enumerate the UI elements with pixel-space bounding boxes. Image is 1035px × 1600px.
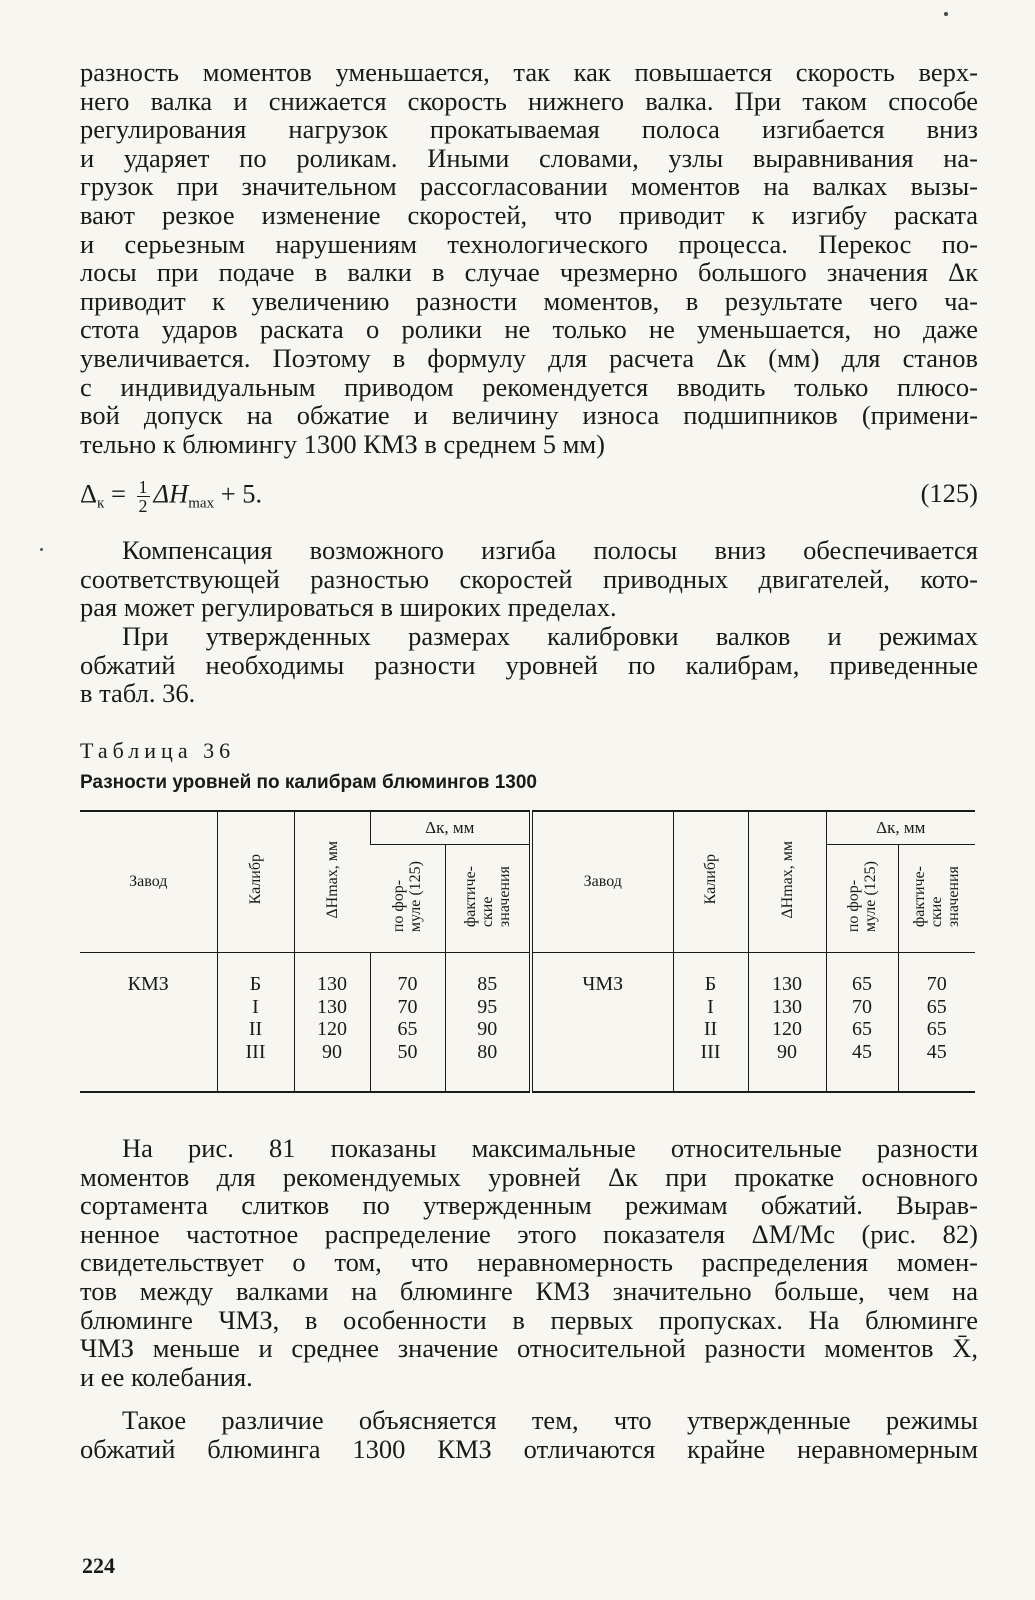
text-line: стота ударов раската о ролики не только не уменьшается, но даже	[80, 314, 978, 345]
text-line: тов между валками на блюминге КМЗ значительно больше, чем на	[80, 1275, 978, 1306]
header-actual: фактиче- ские значения	[898, 845, 975, 953]
text-line: обжатий необходимы разности уровней по калибрам, приведенные	[80, 649, 978, 680]
header-dk-group: Δк, мм	[370, 811, 531, 845]
header-actual: фактиче- ские значения	[445, 845, 531, 953]
formula-number: (125)	[920, 478, 978, 508]
paragraph-difference	[80, 1406, 978, 1463]
text-line: приводит к увеличению разности моментов, в результате чего ча-	[80, 285, 978, 316]
header-pass: Калибр	[217, 811, 294, 953]
text-line: увеличивается. Поэтому в формулу для расчета Δк (мм) для станов	[80, 342, 978, 373]
header-by-formula: по фор- муле (125)	[370, 845, 445, 953]
paragraph-fig81	[80, 1134, 978, 1391]
text-line: разность моментов уменьшается, так как повышается скорость верх-	[80, 57, 978, 87]
text-line: Такое различие объясняется тем, что утвержденные режимы	[122, 1405, 978, 1435]
paragraph-compensation	[80, 536, 978, 622]
header-plant: Завод	[80, 811, 217, 953]
table-title: Разности уровней по калибрам блюмингов 1300	[80, 772, 537, 793]
levels-table	[80, 810, 975, 1093]
cell-passes: Б I II III	[673, 953, 748, 1093]
formula-expression: $\Delta_к$ = $\frac{1}{2}$ $\Delta H_{max} + 5$.	[80, 477, 263, 516]
text-line: ЧМЗ меньше и среднее значение относительной разности моментов X̄,	[80, 1333, 978, 1364]
page-number: 224	[82, 1553, 115, 1578]
cell-dh: 130 130 120 90	[294, 953, 370, 1093]
table-label: Таблица 36	[80, 738, 236, 763]
text-line: тельно к блюмингу 1300 КМЗ в среднем 5 мм)	[80, 428, 605, 459]
table-row	[80, 953, 975, 1093]
print-speck	[40, 548, 43, 551]
text-line: и ударяет по роликам. Иными словами, узлы выравнивания на-	[80, 142, 978, 173]
header-by-formula: по фор- муле (125)	[826, 845, 898, 953]
text-line: обжатий блюминга 1300 КМЗ отличаются крайне неравномерным	[80, 1433, 978, 1464]
text-line: вают резкое изменение скоростей, что приводит к изгибу раската	[80, 199, 978, 230]
print-speck	[944, 12, 948, 16]
fraction: $\frac{1}{2}$	[138, 477, 148, 516]
text-line: с индивидуальным приводом рекомендуется вводить только плюсо-	[80, 371, 978, 402]
text-line: рая может регулироваться в широких пределах.	[80, 592, 617, 623]
text-line: лосы при подаче в валки в случае чрезмерно большого значения Δк	[80, 257, 978, 288]
header-dk-group: Δк, мм	[826, 811, 975, 845]
header-dh: ΔHmax, мм	[748, 811, 826, 953]
cell-formula: 65 70 65 45	[826, 953, 898, 1093]
text-line: свидетельствует о том, что неравномерность распределения момен-	[80, 1247, 978, 1278]
text-line: соответствующей разностью скоростей приводных двигателей, кото-	[80, 563, 978, 594]
text-line: вой допуск на обжатие и величину износа подшипников (примени-	[80, 400, 978, 431]
header-dh: ΔHmax, мм	[294, 811, 370, 953]
header-pass: Калибр	[673, 811, 748, 953]
text-line: Компенсация возможного изгиба полосы вниз обеспечивается	[122, 535, 978, 565]
text-line: и серьезным нарушениям технологического процесса. Перекос по-	[80, 228, 978, 259]
paragraph-levels	[80, 622, 978, 708]
text-line: в табл. 36.	[80, 678, 196, 709]
text-line: него валка и снижается скорость нижнего валка. При таком способе	[80, 85, 978, 116]
header-plant: Завод	[531, 811, 673, 953]
text-line: На рис. 81 показаны максимальные относительные разности	[122, 1133, 978, 1163]
paragraph-top	[80, 58, 978, 458]
text-line: моментов для рекомендуемых уровней Δк при прокатке основного	[80, 1161, 978, 1192]
text-line: грузок при значительном рассогласовании моментов на валках вызы-	[80, 171, 978, 202]
text-line: При утвержденных размерах калибровки валков и режимах	[122, 621, 978, 651]
cell-formula: 70 70 65 50	[370, 953, 445, 1093]
formula-125	[80, 472, 978, 516]
text-line: и ее колебания.	[80, 1361, 253, 1392]
cell-passes: Б I II III	[217, 953, 294, 1093]
text-line: сортамента слитков по утвержденным режимам обжатий. Вырав-	[80, 1190, 978, 1221]
cell-plant: ЧМЗ	[531, 953, 673, 1093]
text-line: ненное частотное распределение этого показателя ΔM/Mс (рис. 82)	[80, 1218, 978, 1249]
text-line: регулирования нагрузок прокатываемая полоса изгибается вниз	[80, 114, 978, 145]
cell-actual: 70 65 65 45	[898, 953, 975, 1093]
cell-actual: 85 95 90 80	[445, 953, 531, 1093]
cell-plant: КМЗ	[127, 973, 169, 995]
cell-dh: 130 130 120 90	[748, 953, 826, 1093]
text-line: блюминге ЧМЗ, в особенности в первых пропусках. На блюминге	[80, 1304, 978, 1335]
